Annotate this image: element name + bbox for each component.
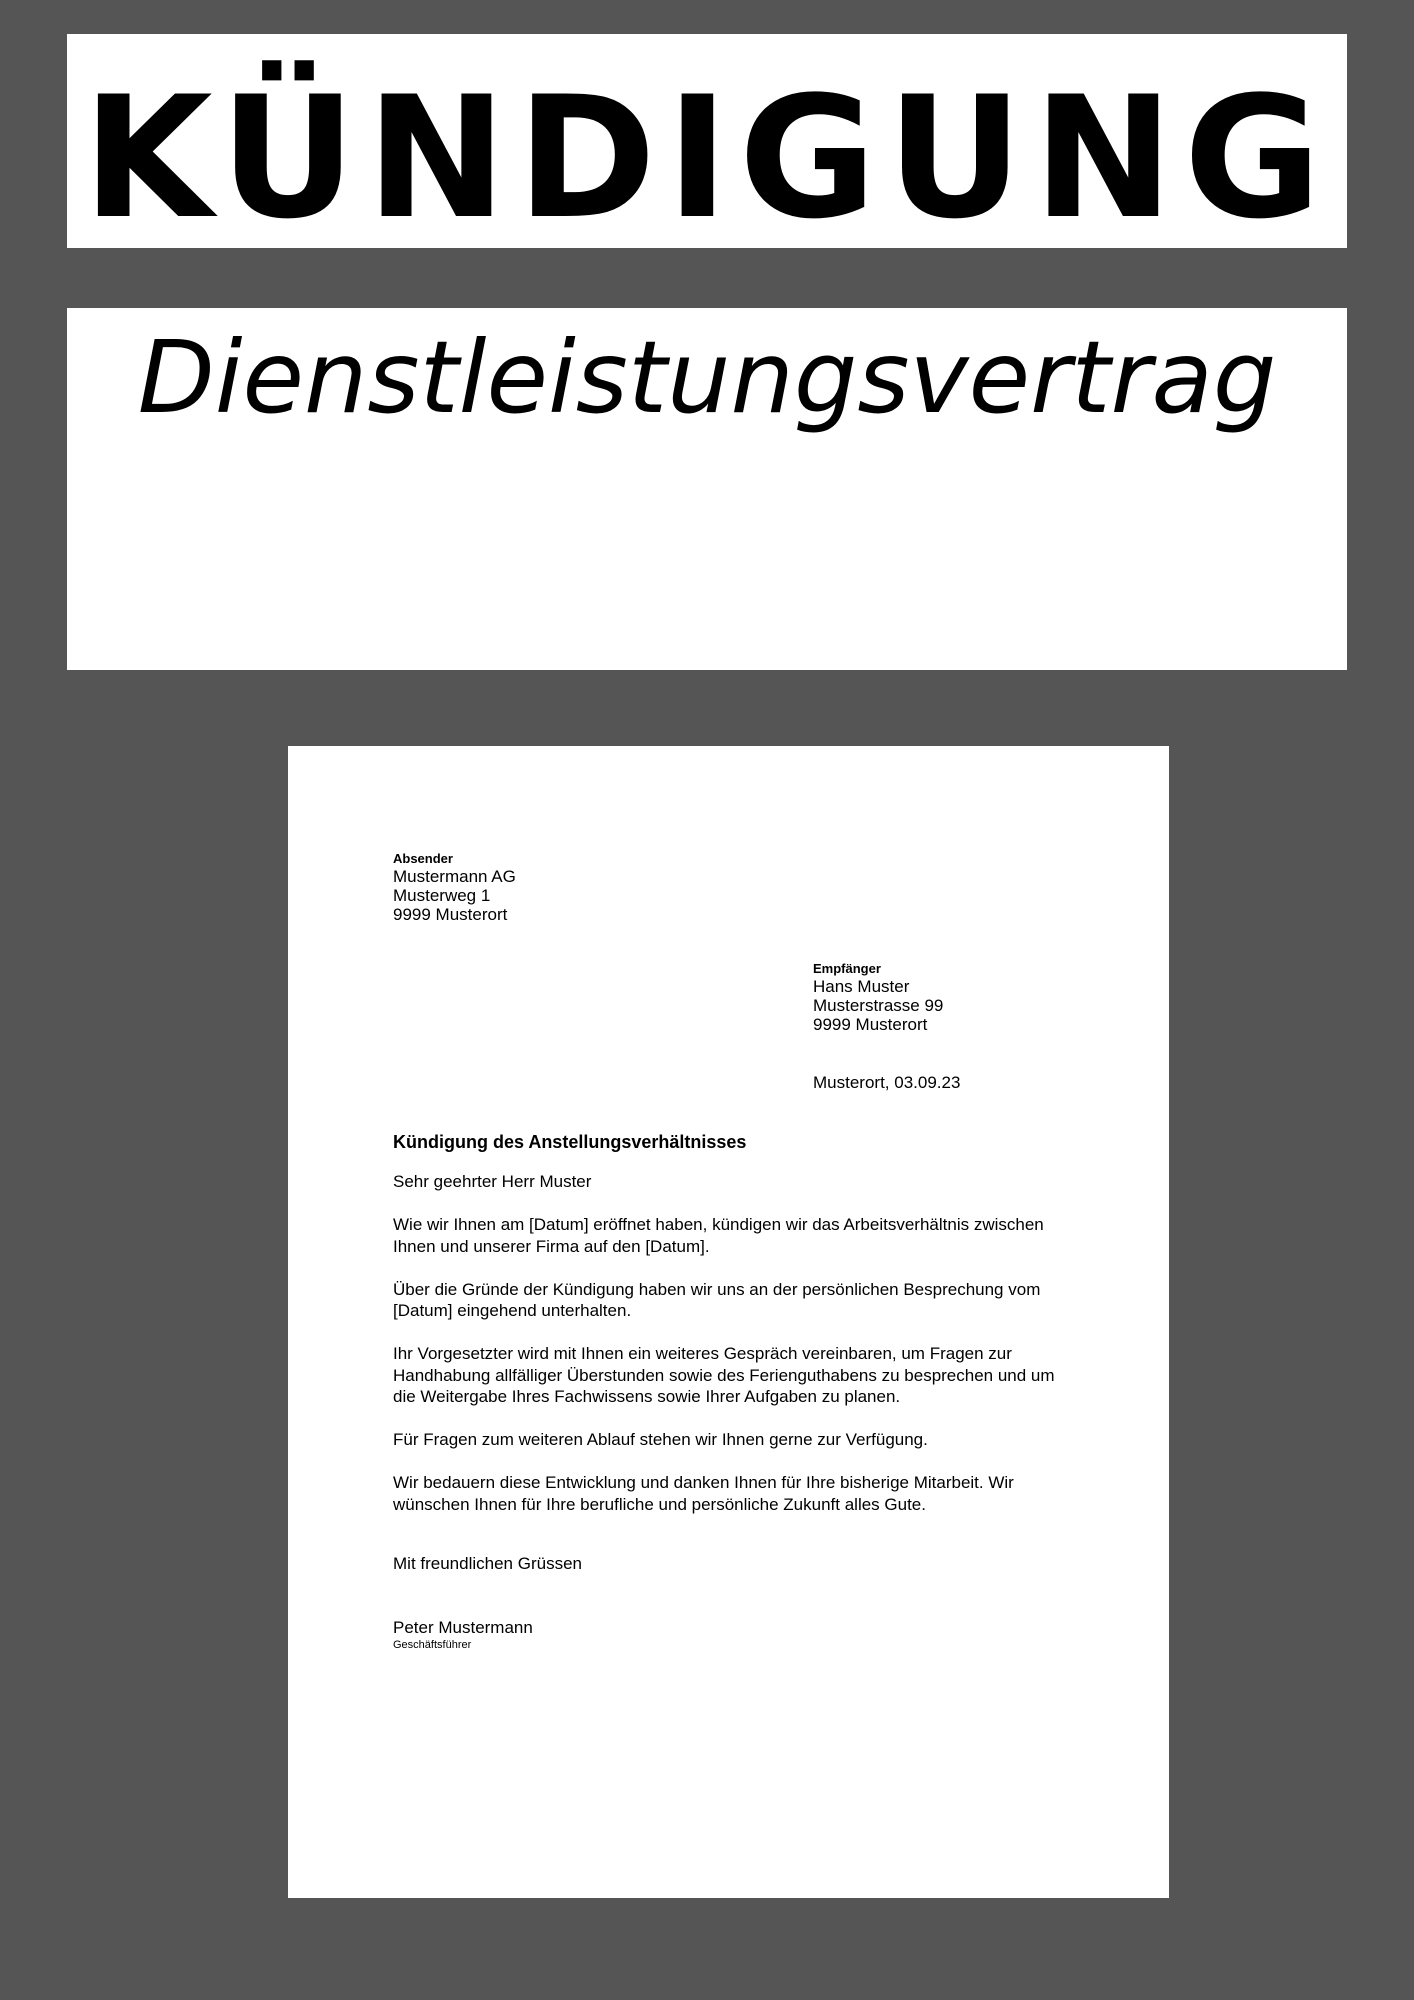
signer-name: Peter Mustermann: [393, 1618, 533, 1637]
recipient-line: Musterstrasse 99: [813, 996, 944, 1015]
title-banner: [67, 34, 1347, 256]
body-paragraph: Für Fragen zum weiteren Ablauf stehen wir Ihnen gerne zur Verfügung.: [393, 1430, 928, 1449]
body-paragraph: Wir bedauern diese Entwicklung und danken Ihnen für Ihre bisherige Mitarbeit. Wir wünschen Ihnen für Ihre berufliche und persönliche Zukunft alles Gute.: [393, 1473, 1014, 1514]
sender-label: Absender: [393, 851, 453, 866]
letter-date: Musterort, 03.09.23: [813, 1073, 961, 1092]
body-paragraph: Über die Gründe der Kündigung haben wir uns an der persönlichen Besprechung vom [Datum] eingehend unterhalten.: [393, 1279, 1041, 1320]
body-paragraph: Wie wir Ihnen am [Datum] eröffnet haben, kündigen wir das Arbeitsverhältnis zwischen Ihnen und unserer Firma auf den [Datum].: [393, 1215, 1044, 1256]
signature-block: [393, 1618, 533, 1652]
closing: Mit freundlichen Grüssen: [393, 1554, 582, 1573]
page-title: KÜNDIGUNG: [82, 60, 1332, 256]
letter-body: [393, 1171, 1073, 1537]
letter-subject: Kündigung des Anstellungsverhältnisses: [393, 1132, 747, 1152]
letter-page: [288, 746, 1169, 1898]
recipient-line: Hans Muster: [813, 977, 910, 996]
salutation: Sehr geehrter Herr Muster: [393, 1172, 592, 1191]
recipient-line: 9999 Musterort: [813, 1015, 928, 1034]
sender-line: Mustermann AG: [393, 867, 516, 886]
sender-block: [393, 851, 516, 924]
body-paragraph: Ihr Vorgesetzter wird mit Ihnen ein weiteres Gespräch vereinbaren, um Fragen zur Handhabung allfälliger Überstunden sowie des Ferienguthabens zu besprechen und um die Weitergabe Ihres Fachwissens sowie Ihrer Aufgaben zu planen.: [393, 1344, 1055, 1406]
signer-role: Geschäftsführer: [393, 1639, 472, 1651]
subtitle-banner: [67, 308, 1347, 670]
page-subtitle: Dienstleistungsvertrag: [137, 319, 1277, 436]
recipient-label: Empfänger: [813, 961, 881, 976]
sender-line: Musterweg 1: [393, 886, 491, 905]
recipient-block: [813, 961, 943, 1034]
sender-line: 9999 Musterort: [393, 905, 508, 924]
